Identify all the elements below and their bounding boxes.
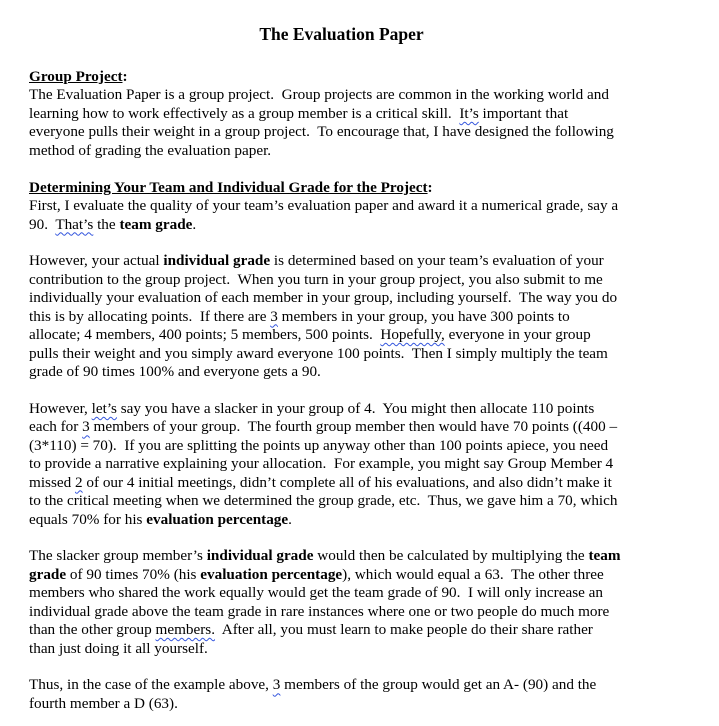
text: of our 4 initial meetings, didn’t complete all of his evaluations, and also didn’t make it [82, 473, 612, 491]
text: method of grading the evaluation paper. [29, 141, 272, 159]
text: . [288, 510, 292, 528]
text: than just doing it all yourself. [29, 639, 208, 657]
text-line [29, 621, 709, 639]
text-line [29, 308, 709, 326]
text-line [29, 437, 709, 455]
text: of 90 times 70% (his [66, 565, 201, 583]
text-line [29, 511, 709, 529]
text-line [29, 105, 709, 123]
text-line [29, 345, 709, 363]
bold-text: evaluation percentage [200, 565, 343, 583]
text-line [29, 363, 709, 381]
text: members in your group, you have 300 points to [277, 307, 570, 325]
text-line [29, 271, 709, 289]
document-title: The Evaluation Paper [259, 24, 424, 44]
text-line [29, 492, 709, 510]
text-line [29, 68, 709, 86]
text: grade of 90 times 100% and everyone gets a 90. [29, 363, 321, 380]
text: members of the group would get an A- (90) and the [280, 676, 597, 694]
spellcheck-flagged-word: Hopefully, [380, 326, 445, 344]
text-line [29, 566, 709, 584]
text: . [192, 215, 197, 233]
text: members of your group. The fourth group member then would have 70 points ((400 – [89, 418, 618, 436]
text: individually your evaluation of each member in your group, including yourself. The way you do [29, 289, 618, 307]
paragraph [29, 179, 709, 234]
text: pulls their weight and you simply award everyone 100 points. Then I simply multiply the team [29, 344, 608, 362]
text: However, your actual [29, 252, 164, 270]
text: is determined based on your team’s evaluation of your [270, 252, 604, 270]
bold-text: individual grade [206, 547, 314, 565]
text: equals 70% for his [29, 510, 147, 528]
paragraph [29, 400, 709, 529]
text: to provide a narrative explaining your allocation. For example, you might say Group Member 4 [29, 455, 614, 473]
text: The Evaluation Paper is a group project. Group projects are common in the working world and [29, 86, 609, 104]
text-line [29, 474, 709, 492]
paragraph [29, 252, 709, 381]
text: missed [29, 473, 75, 491]
text: Thus, in the case of the example above, [29, 676, 273, 694]
text: ), which would equal a 63. The other three [342, 565, 604, 583]
text: important that [478, 104, 569, 122]
text: contribution to the group project. When you turn in your group project, you also submit to me [29, 270, 603, 288]
text-line [29, 695, 709, 713]
text-line [29, 142, 709, 160]
text-line [29, 197, 709, 215]
text: everyone pulls their weight in a group project. To encourage that, I have designed the following [29, 123, 614, 141]
text: than the other group [29, 621, 156, 639]
spellcheck-flagged-word: 3 [82, 418, 90, 436]
text: to the critical meeting when we determined the group grade, etc. Thus, we gave him a 70, which [29, 492, 618, 510]
text-line [29, 547, 709, 565]
text-line [29, 603, 709, 621]
spellcheck-flagged-word: 3 [272, 676, 281, 694]
text: everyone in your group [444, 326, 591, 344]
document-body [29, 68, 709, 713]
text: First, I evaluate the quality of your team’s evaluation paper and award it a numerical grade, say a [29, 197, 619, 215]
text-line [29, 676, 709, 694]
text: fourth member a D (63). [29, 694, 178, 712]
paragraph [29, 676, 709, 713]
text-line [29, 326, 709, 344]
text: learning how to work effectively as a group member is a critical skill. [29, 104, 460, 122]
text: The slacker group member’s [29, 547, 207, 565]
text: would then be calculated by multiplying the [313, 547, 589, 565]
text: this is by allocating points. If there are [29, 307, 271, 325]
spellcheck-flagged-word: It’s [459, 104, 479, 122]
paragraph [29, 547, 709, 658]
bold-text: evaluation percentage [146, 510, 289, 528]
spellcheck-flagged-word: let’s [91, 399, 117, 417]
text: the [93, 215, 120, 233]
text-line [29, 418, 709, 436]
bold-text: individual grade [163, 252, 271, 270]
text-line [29, 216, 709, 234]
spellcheck-flagged-word: members. [155, 621, 215, 639]
bold-text: grade [29, 565, 67, 583]
bold-text: team [588, 547, 621, 565]
text: individual grade above the team grade in rare instances where one or two people do much more [29, 602, 610, 620]
paragraph [29, 68, 709, 160]
text: say you have a slacker in your group of 4. You might then allocate 110 points [116, 399, 595, 417]
section-heading: Group Project [29, 68, 123, 85]
text-line [29, 400, 709, 418]
bold-text: : [122, 68, 128, 85]
text: members who shared the work equally would get the team grade of 90. I will only increase an [29, 584, 603, 602]
text-line [29, 86, 709, 104]
text: However, [29, 399, 92, 417]
text-line [29, 179, 709, 197]
text: allocate; 4 members, 400 points; 5 members, 500 points. [29, 326, 381, 344]
text-line [29, 584, 709, 602]
bold-text: team grade [119, 215, 193, 233]
text-line [29, 640, 709, 658]
spellcheck-flagged-word: 2 [75, 473, 83, 491]
text-line [29, 289, 709, 307]
bold-text: : [427, 178, 433, 196]
text: After all, you must learn to make people do their share rather [215, 621, 593, 639]
text-line [29, 252, 709, 270]
text: (3*110) = 70). If you are splitting the points up anyway other than 100 points apiece, you need [29, 436, 609, 454]
text: each for [29, 418, 83, 436]
spellcheck-flagged-word: 3 [270, 307, 278, 325]
section-heading: Determining Your Team and Individual Grade for the Project [29, 178, 428, 196]
text-line [29, 123, 709, 141]
text-line [29, 455, 709, 473]
text: 90. [29, 215, 56, 233]
spellcheck-flagged-word: That’s [55, 215, 94, 233]
